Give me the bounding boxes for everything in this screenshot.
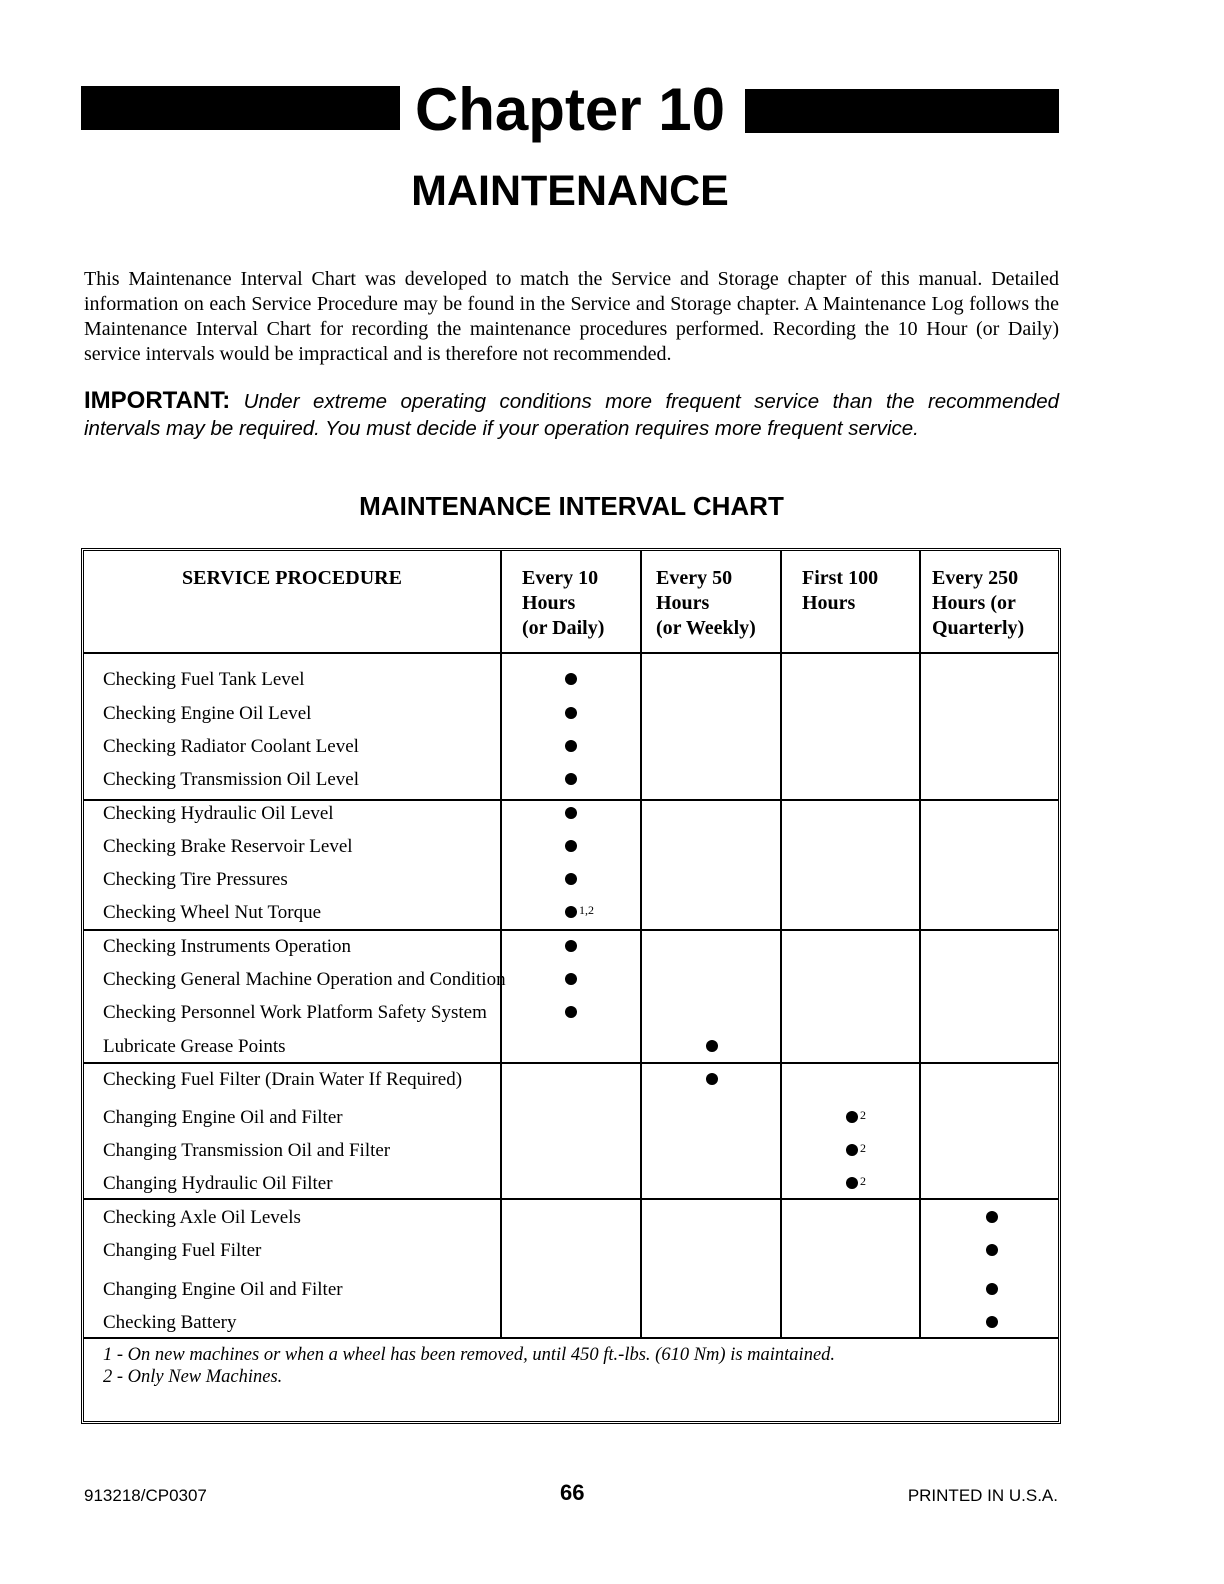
group-divider: [84, 1062, 1058, 1064]
procedure-label: Changing Transmission Oil and Filter: [103, 1140, 391, 1161]
interval-bullet: [565, 940, 577, 952]
printed-in: PRINTED IN U.S.A.: [907, 1486, 1058, 1505]
interval-bullet: [565, 906, 577, 918]
interval-bullet: [565, 707, 577, 719]
header-line: Every 250: [932, 567, 1019, 589]
header-first-100: [802, 566, 878, 616]
header-every-10: [522, 566, 604, 641]
procedure-label: Checking Wheel Nut Torque: [103, 902, 321, 923]
important-label: IMPORTANT:: [84, 387, 231, 414]
interval-bullet: [565, 1006, 577, 1018]
header-service-procedure: SERVICE PROCEDURE: [182, 567, 402, 589]
page-number: 66: [560, 1480, 585, 1505]
interval-bullet: [986, 1283, 998, 1295]
procedure-label: Checking Transmission Oil Level: [103, 769, 359, 790]
intro-paragraph: This Maintenance Interval Chart was developed to match the Service and Storage chapter of this manual. Detailed information on each Service Procedure may be found in the Service and Storage chapter. A Maintenance Log follows the Maintenance Interval Chart for recording the maintenance procedures performed. Recording the 10 Hour (or Daily) service intervals would be impractical and is therefore not recommended.: [84, 268, 1059, 365]
procedure-label: Checking Tire Pressures: [103, 869, 288, 890]
interval-bullet: [565, 873, 577, 885]
group-divider: [84, 929, 1058, 931]
interval-bullet: [706, 1040, 718, 1052]
interval-bullet: [986, 1316, 998, 1328]
procedure-label: Changing Fuel Filter: [103, 1240, 262, 1261]
chapter-title: Chapter 10: [414, 76, 726, 143]
interval-bullet: [846, 1177, 858, 1189]
header-every-250: [932, 566, 1024, 641]
procedure-label: Lubricate Grease Points: [103, 1036, 286, 1057]
interval-bullet: [846, 1111, 858, 1123]
procedure-label: Checking Axle Oil Levels: [103, 1207, 301, 1228]
footnote-reference: 1,2: [579, 903, 594, 917]
chapter-bar-right: [745, 89, 1059, 133]
interval-bullet: [565, 973, 577, 985]
footnote-reference: 2: [860, 1141, 866, 1155]
group-divider: [84, 1198, 1058, 1200]
header-line: (or Weekly): [656, 617, 756, 639]
header-line: Every 10: [522, 567, 599, 589]
footnote: 2 - Only New Machines.: [103, 1367, 283, 1387]
chart-title: MAINTENANCE INTERVAL CHART: [359, 491, 784, 521]
interval-bullet: [565, 807, 577, 819]
header-line: Hours: [802, 592, 856, 614]
interval-bullet: [846, 1144, 858, 1156]
procedure-label: Checking Fuel Filter (Drain Water If Required): [103, 1069, 463, 1090]
interval-bullet: [986, 1244, 998, 1256]
procedure-label: Checking Fuel Tank Level: [103, 669, 305, 690]
column-divider: [919, 551, 921, 1338]
procedure-label: Changing Engine Oil and Filter: [103, 1279, 343, 1300]
footnote-reference: 2: [860, 1108, 866, 1122]
procedure-label: Checking General Machine Operation and Condition: [103, 969, 506, 990]
document-number: 913218/CP0307: [84, 1486, 207, 1505]
header-line: First 100: [802, 567, 879, 589]
interval-bullet: [565, 773, 577, 785]
interval-bullet: [565, 740, 577, 752]
interval-bullet: [565, 673, 577, 685]
procedure-label: Changing Engine Oil and Filter: [103, 1107, 343, 1128]
procedure-label: Checking Brake Reservoir Level: [103, 836, 353, 857]
group-divider: [84, 799, 1058, 801]
procedure-label: Checking Engine Oil Level: [103, 703, 312, 724]
important-notice: [84, 387, 1059, 442]
header-line: Hours: [522, 592, 576, 614]
procedure-label: Checking Personnel Work Platform Safety System: [103, 1002, 487, 1023]
header-line: Hours (or: [932, 592, 1016, 614]
interval-bullet: [706, 1073, 718, 1085]
procedure-label: Checking Battery: [103, 1312, 237, 1333]
interval-bullet: [565, 840, 577, 852]
header-line: Every 50: [656, 567, 733, 589]
column-divider: [640, 551, 642, 1338]
header-every-50: [656, 566, 756, 641]
footnote-divider: [84, 1337, 1058, 1339]
header-divider: [84, 652, 1058, 654]
important-text: Under extreme operating conditions more frequent service than the recommended intervals may be required. You must decide if your operation requires more frequent service.: [84, 390, 1059, 440]
header-line: Quarterly): [932, 617, 1025, 639]
procedure-label: Checking Hydraulic Oil Level: [103, 803, 334, 824]
chapter-bar-left: [81, 86, 400, 130]
footnote: 1 - On new machines or when a wheel has been removed, until 450 ft.-lbs. (610 Nm) is maintained.: [103, 1345, 836, 1365]
column-divider: [780, 551, 782, 1338]
procedure-label: Changing Hydraulic Oil Filter: [103, 1173, 333, 1194]
chapter-subtitle: MAINTENANCE: [411, 167, 729, 215]
header-line: Hours: [656, 592, 710, 614]
header-line: (or Daily): [522, 617, 605, 639]
interval-bullet: [986, 1211, 998, 1223]
footnote-reference: 2: [860, 1174, 866, 1188]
procedure-label: Checking Radiator Coolant Level: [103, 736, 359, 757]
procedure-label: Checking Instruments Operation: [103, 936, 352, 957]
column-divider: [500, 551, 502, 1338]
